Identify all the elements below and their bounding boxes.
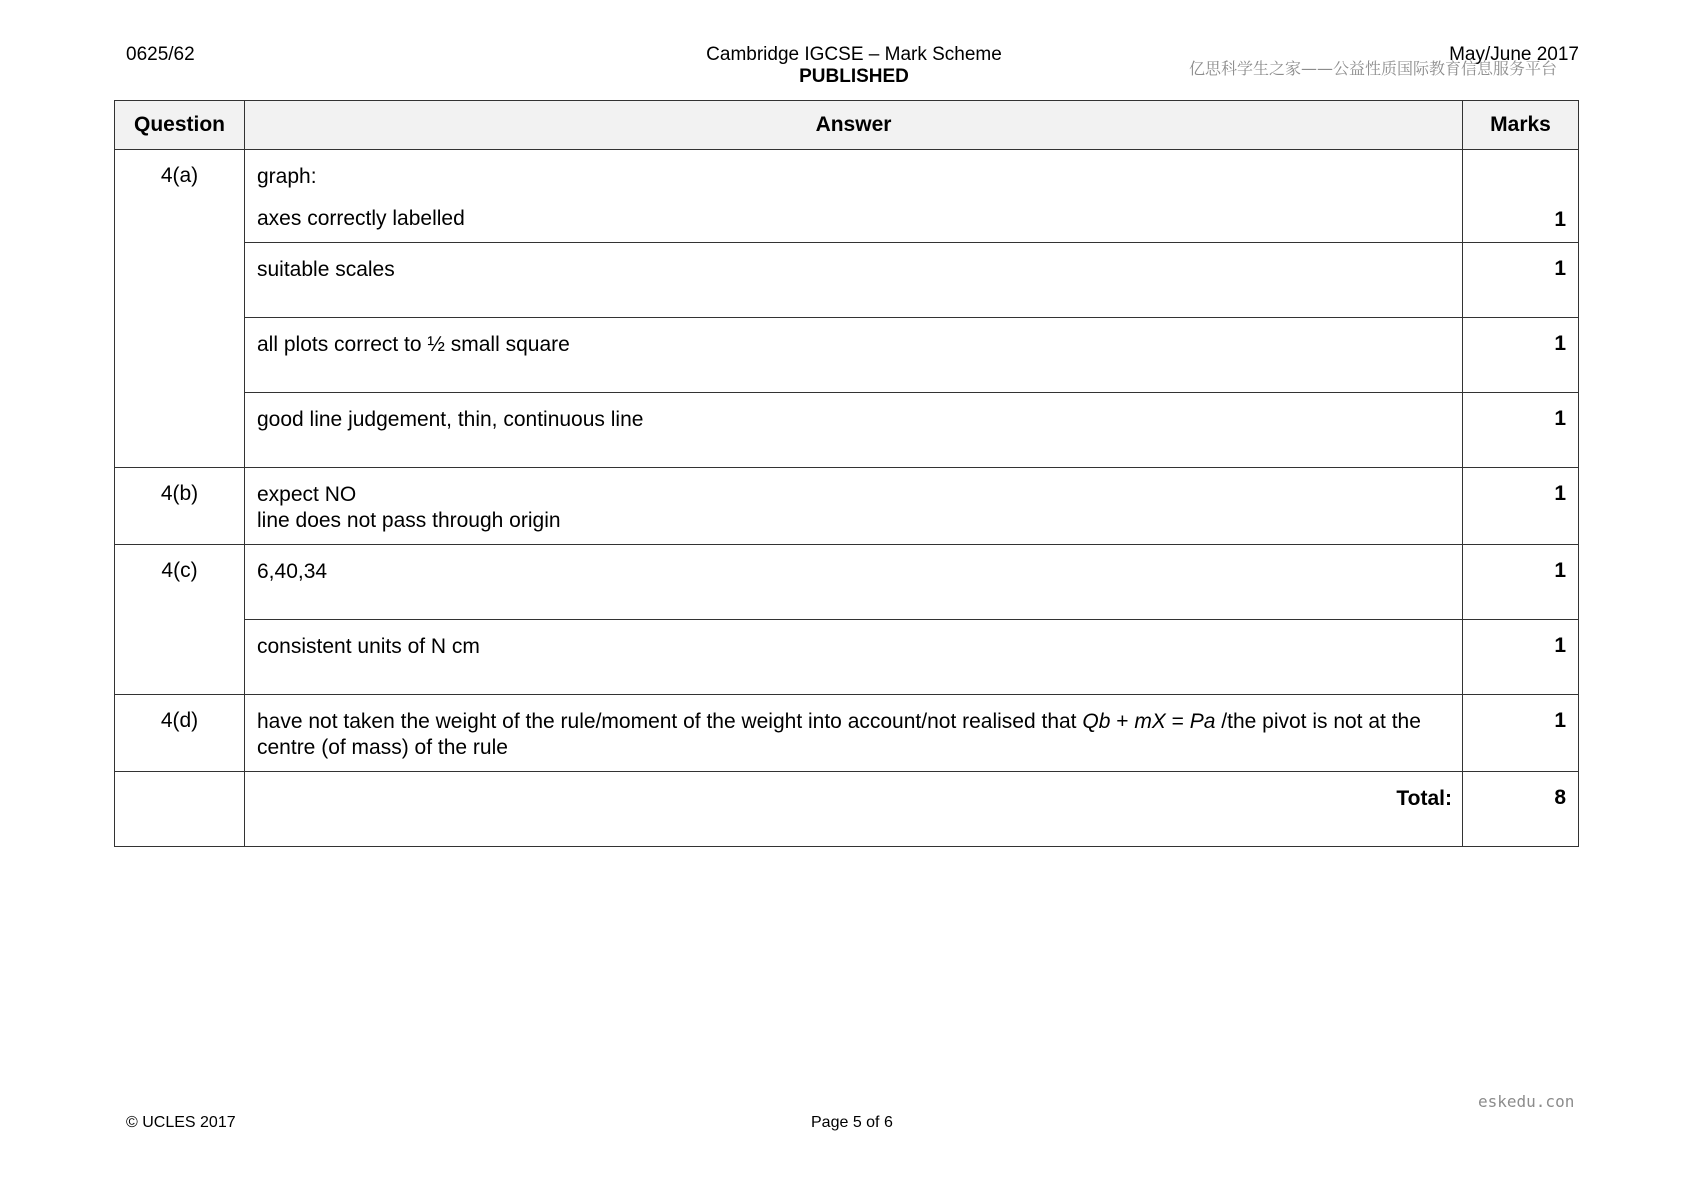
answer-text: have not taken the weight of the rule/moment of the weight into account/not realised that	[257, 710, 1083, 733]
question-label: 4(d)	[115, 695, 245, 772]
answer-text: all plots correct to ½ small square	[245, 318, 1463, 393]
paper-code: 0625/62	[126, 44, 195, 65]
answer-text: axes correctly labelled	[257, 207, 465, 230]
answer-cell	[245, 468, 1463, 545]
question-column-header: Question	[115, 101, 245, 150]
marks-value: 1	[1463, 243, 1579, 318]
answer-intro: graph:	[257, 165, 317, 188]
total-row	[115, 772, 1579, 847]
empty-cell	[115, 772, 245, 847]
question-label: 4(a)	[115, 150, 245, 468]
table-header-row	[115, 101, 1579, 150]
marks-column-header: Marks	[1463, 101, 1579, 150]
answer-text: consistent units of N cm	[245, 620, 1463, 695]
table-row	[115, 243, 1579, 318]
answer-text: /the pivot is not at the centre (of mass) of the rule	[257, 710, 1421, 759]
marks-cell	[1463, 150, 1579, 243]
mark-scheme-title: Cambridge IGCSE – Mark Scheme	[706, 44, 1002, 65]
equation-term: mX	[1134, 710, 1166, 733]
marks-value: 1	[1463, 695, 1579, 772]
marks-value: 1	[1463, 545, 1579, 620]
copyright: © UCLES 2017	[126, 1114, 236, 1131]
equation-term: Pa	[1189, 710, 1216, 733]
site-watermark: eskedu.con	[1478, 1092, 1575, 1111]
published-label: PUBLISHED	[799, 66, 909, 87]
answer-cell	[245, 695, 1463, 772]
question-label: 4(c)	[115, 545, 245, 695]
answer-column-header: Answer	[245, 101, 1463, 150]
marks-value: 1	[1554, 208, 1566, 231]
answer-text: line does not pass through origin	[257, 509, 561, 532]
watermark-text: 亿思科学生之家——公益性质国际教育信息服务平台	[1189, 59, 1558, 78]
equation-operator: +	[1110, 710, 1135, 733]
equation-operator: =	[1165, 710, 1190, 733]
answer-cell	[245, 150, 1463, 243]
table-row	[115, 620, 1579, 695]
table-row	[115, 393, 1579, 468]
marks-value: 1	[1463, 393, 1579, 468]
answer-text: 6,40,34	[245, 545, 1463, 620]
page-number: Page 5 of 6	[811, 1114, 893, 1131]
question-label: 4(b)	[115, 468, 245, 545]
table-row	[115, 468, 1579, 545]
table-row	[115, 545, 1579, 620]
exam-session: May/June 2017	[1449, 44, 1579, 65]
total-marks: 8	[1463, 772, 1579, 847]
answer-text: expect NO	[257, 483, 357, 506]
mark-scheme-table	[114, 100, 1579, 847]
equation-term: Qb	[1082, 710, 1111, 733]
marks-value: 1	[1463, 468, 1579, 545]
total-label: Total:	[245, 772, 1463, 847]
marks-value: 1	[1463, 620, 1579, 695]
table-row	[115, 695, 1579, 772]
answer-text: suitable scales	[245, 243, 1463, 318]
table-row	[115, 150, 1579, 243]
marks-value: 1	[1463, 318, 1579, 393]
answer-text: good line judgement, thin, continuous line	[245, 393, 1463, 468]
table-row	[115, 318, 1579, 393]
